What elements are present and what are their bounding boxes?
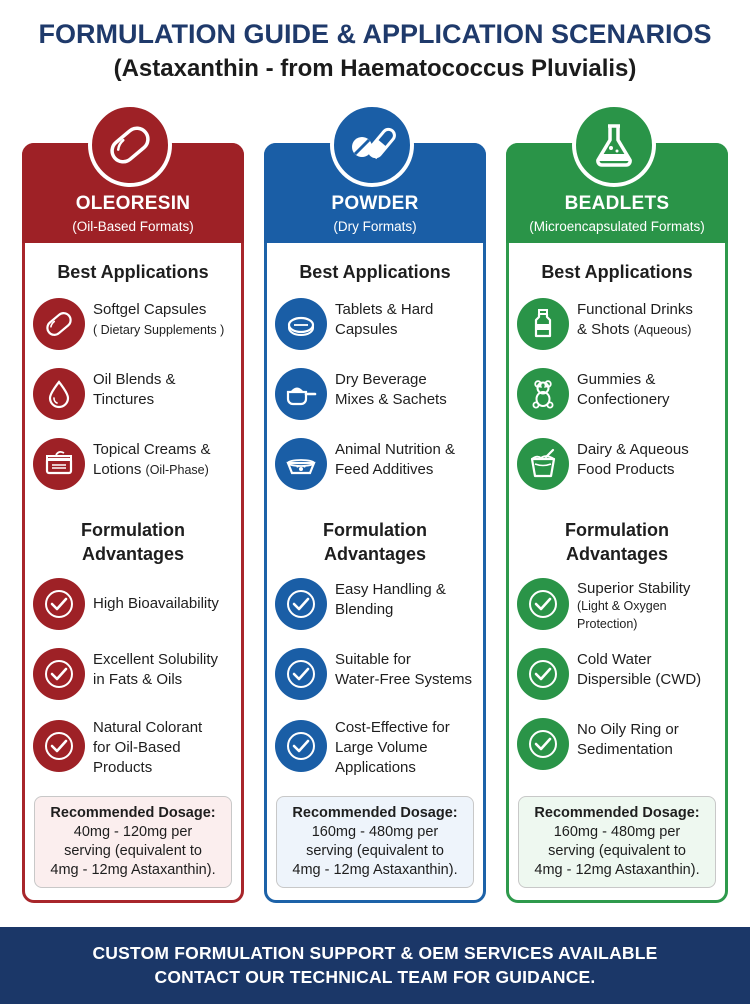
item-label: Sedimentation xyxy=(577,741,673,758)
check-icon xyxy=(517,648,569,700)
list-item xyxy=(273,648,483,704)
dosage-line: 40mg - 120mg per xyxy=(73,824,193,840)
item-label: No Oily Ring or xyxy=(577,721,679,738)
dosage-line: serving (equivalent to xyxy=(548,843,686,859)
list-item xyxy=(515,368,725,424)
advantages-title: Formulation Advantages xyxy=(323,520,427,564)
yogurt-cup-icon xyxy=(517,438,569,490)
item-label: Easy Handling & xyxy=(335,581,446,598)
flask-icon xyxy=(572,103,656,187)
item-label: Tablets & Hard xyxy=(335,301,434,318)
check-icon xyxy=(33,720,85,772)
pills-icon xyxy=(330,103,414,187)
item-label: Gummies & xyxy=(577,371,656,388)
dosage-line: 4mg - 12mg Astaxanthin). xyxy=(292,862,458,878)
list-item xyxy=(515,438,725,494)
check-icon xyxy=(275,720,327,772)
column-subtitle: (Oil-Based Formats) xyxy=(72,219,194,234)
item-label: Dispersible (CWD) xyxy=(577,671,702,688)
column-name: OLEORESIN xyxy=(75,193,191,214)
list-item xyxy=(515,298,725,354)
footer-line: CUSTOM FORMULATION SUPPORT & OEM SERVICES AVAILABLE xyxy=(92,943,658,963)
footer-line: CONTACT OUR TECHNICAL TEAM FOR GUIDANCE. xyxy=(154,967,596,987)
item-label: Mixes & Sachets xyxy=(335,391,447,408)
item-label: Functional Drinks xyxy=(577,301,693,318)
page-title: FORMULATION GUIDE & APPLICATION SCENARIOS xyxy=(38,19,712,49)
dosage-line: serving (equivalent to xyxy=(64,843,202,859)
check-icon xyxy=(517,578,569,630)
list-item xyxy=(273,716,483,776)
column-subtitle: (Microencapsulated Formats) xyxy=(529,219,705,234)
check-icon xyxy=(275,578,327,630)
check-icon xyxy=(33,648,85,700)
list-item xyxy=(273,438,483,494)
dosage-line: 160mg - 480mg per xyxy=(553,824,681,840)
item-label: Capsules xyxy=(335,321,398,338)
item-label: Products xyxy=(93,759,153,776)
list-item xyxy=(31,716,241,776)
dosage-box xyxy=(276,796,474,888)
item-note: Protection) xyxy=(577,617,638,631)
item-label: Tinctures xyxy=(93,391,155,408)
item-label: for Oil-Based xyxy=(93,739,181,756)
item-label: & Shots xyxy=(577,321,630,338)
oil-drop-icon xyxy=(33,368,85,420)
column-name: BEADLETS xyxy=(564,193,670,214)
item-label: Dry Beverage xyxy=(335,371,427,388)
dosage-box xyxy=(34,796,232,888)
powder-column xyxy=(264,143,486,903)
bottle-icon xyxy=(517,298,569,350)
item-label: Dairy & Aqueous xyxy=(577,441,689,458)
applications-title: Best Applications xyxy=(299,262,451,282)
item-label: Excellent Solubility xyxy=(93,651,219,668)
scoop-icon xyxy=(275,368,327,420)
item-label: Food Products xyxy=(577,461,675,478)
powder-header xyxy=(264,143,486,243)
list-item xyxy=(515,648,725,704)
item-label: Cost-Effective for xyxy=(335,719,450,736)
beadlets-header xyxy=(506,143,728,243)
item-note: ( Dietary Supplements ) xyxy=(93,323,225,337)
item-label: Feed Additives xyxy=(335,461,434,478)
beadlets-column xyxy=(506,143,728,903)
oleoresin-header xyxy=(22,143,244,243)
dosage-line: 160mg - 480mg per xyxy=(311,824,439,840)
list-item xyxy=(31,578,241,634)
advantages-title: Formulation Advantages xyxy=(81,520,185,564)
list-item xyxy=(31,438,241,494)
item-label: Topical Creams & xyxy=(93,441,211,458)
pet-bowl-icon xyxy=(275,438,327,490)
dosage-line: 4mg - 12mg Astaxanthin). xyxy=(50,862,216,878)
applications-title: Best Applications xyxy=(541,262,693,282)
item-label: Confectionery xyxy=(577,391,670,408)
item-note: (Light & Oxygen xyxy=(577,599,667,613)
softgel-icon xyxy=(33,298,85,350)
list-item xyxy=(273,298,483,354)
list-item xyxy=(273,578,483,634)
item-note: (Oil-Phase) xyxy=(145,463,209,477)
advantages-title: Formulation Advantages xyxy=(565,520,669,564)
footer-banner xyxy=(0,927,750,1004)
check-icon xyxy=(33,578,85,630)
item-label: Suitable for xyxy=(335,651,411,668)
item-label: Softgel Capsules xyxy=(93,301,207,318)
item-label: Animal Nutrition & xyxy=(335,441,456,458)
dosage-line: 4mg - 12mg Astaxanthin). xyxy=(534,862,700,878)
item-note: (Aqueous) xyxy=(633,323,692,337)
item-label: Cold Water xyxy=(577,651,652,668)
dosage-line: serving (equivalent to xyxy=(306,843,444,859)
column-subtitle: (Dry Formats) xyxy=(333,219,417,234)
list-item xyxy=(31,648,241,704)
item-label: Applications xyxy=(335,759,416,776)
item-label: Lotions xyxy=(93,461,142,478)
list-item xyxy=(273,368,483,424)
item-label: Oil Blends & xyxy=(93,371,176,388)
dosage-title: Recommended Dosage: xyxy=(534,805,700,821)
gummy-bear-icon xyxy=(517,368,569,420)
item-label: Natural Colorant xyxy=(93,719,203,736)
item-label: in Fats & Oils xyxy=(93,671,183,688)
cream-jar-icon xyxy=(33,438,85,490)
item-label: Blending xyxy=(335,601,394,618)
list-item xyxy=(31,298,241,354)
softgel-icon xyxy=(88,103,172,187)
item-label: Superior Stability xyxy=(577,580,691,597)
oleoresin-column xyxy=(22,143,244,903)
item-label: Water-Free Systems xyxy=(335,671,472,688)
check-icon xyxy=(517,718,569,770)
dosage-box xyxy=(518,796,716,888)
list-item xyxy=(515,578,725,634)
list-item xyxy=(31,368,241,424)
column-name: POWDER xyxy=(331,193,419,214)
check-icon xyxy=(275,648,327,700)
page-subtitle: (Astaxanthin - from Haematococcus Pluvialis) xyxy=(113,55,637,82)
list-item xyxy=(515,718,725,774)
dosage-title: Recommended Dosage: xyxy=(50,805,216,821)
item-label: High Bioavailability xyxy=(93,595,219,612)
tablet-icon xyxy=(275,298,327,350)
dosage-title: Recommended Dosage: xyxy=(292,805,458,821)
applications-title: Best Applications xyxy=(57,262,209,282)
item-label: Large Volume xyxy=(335,739,428,756)
